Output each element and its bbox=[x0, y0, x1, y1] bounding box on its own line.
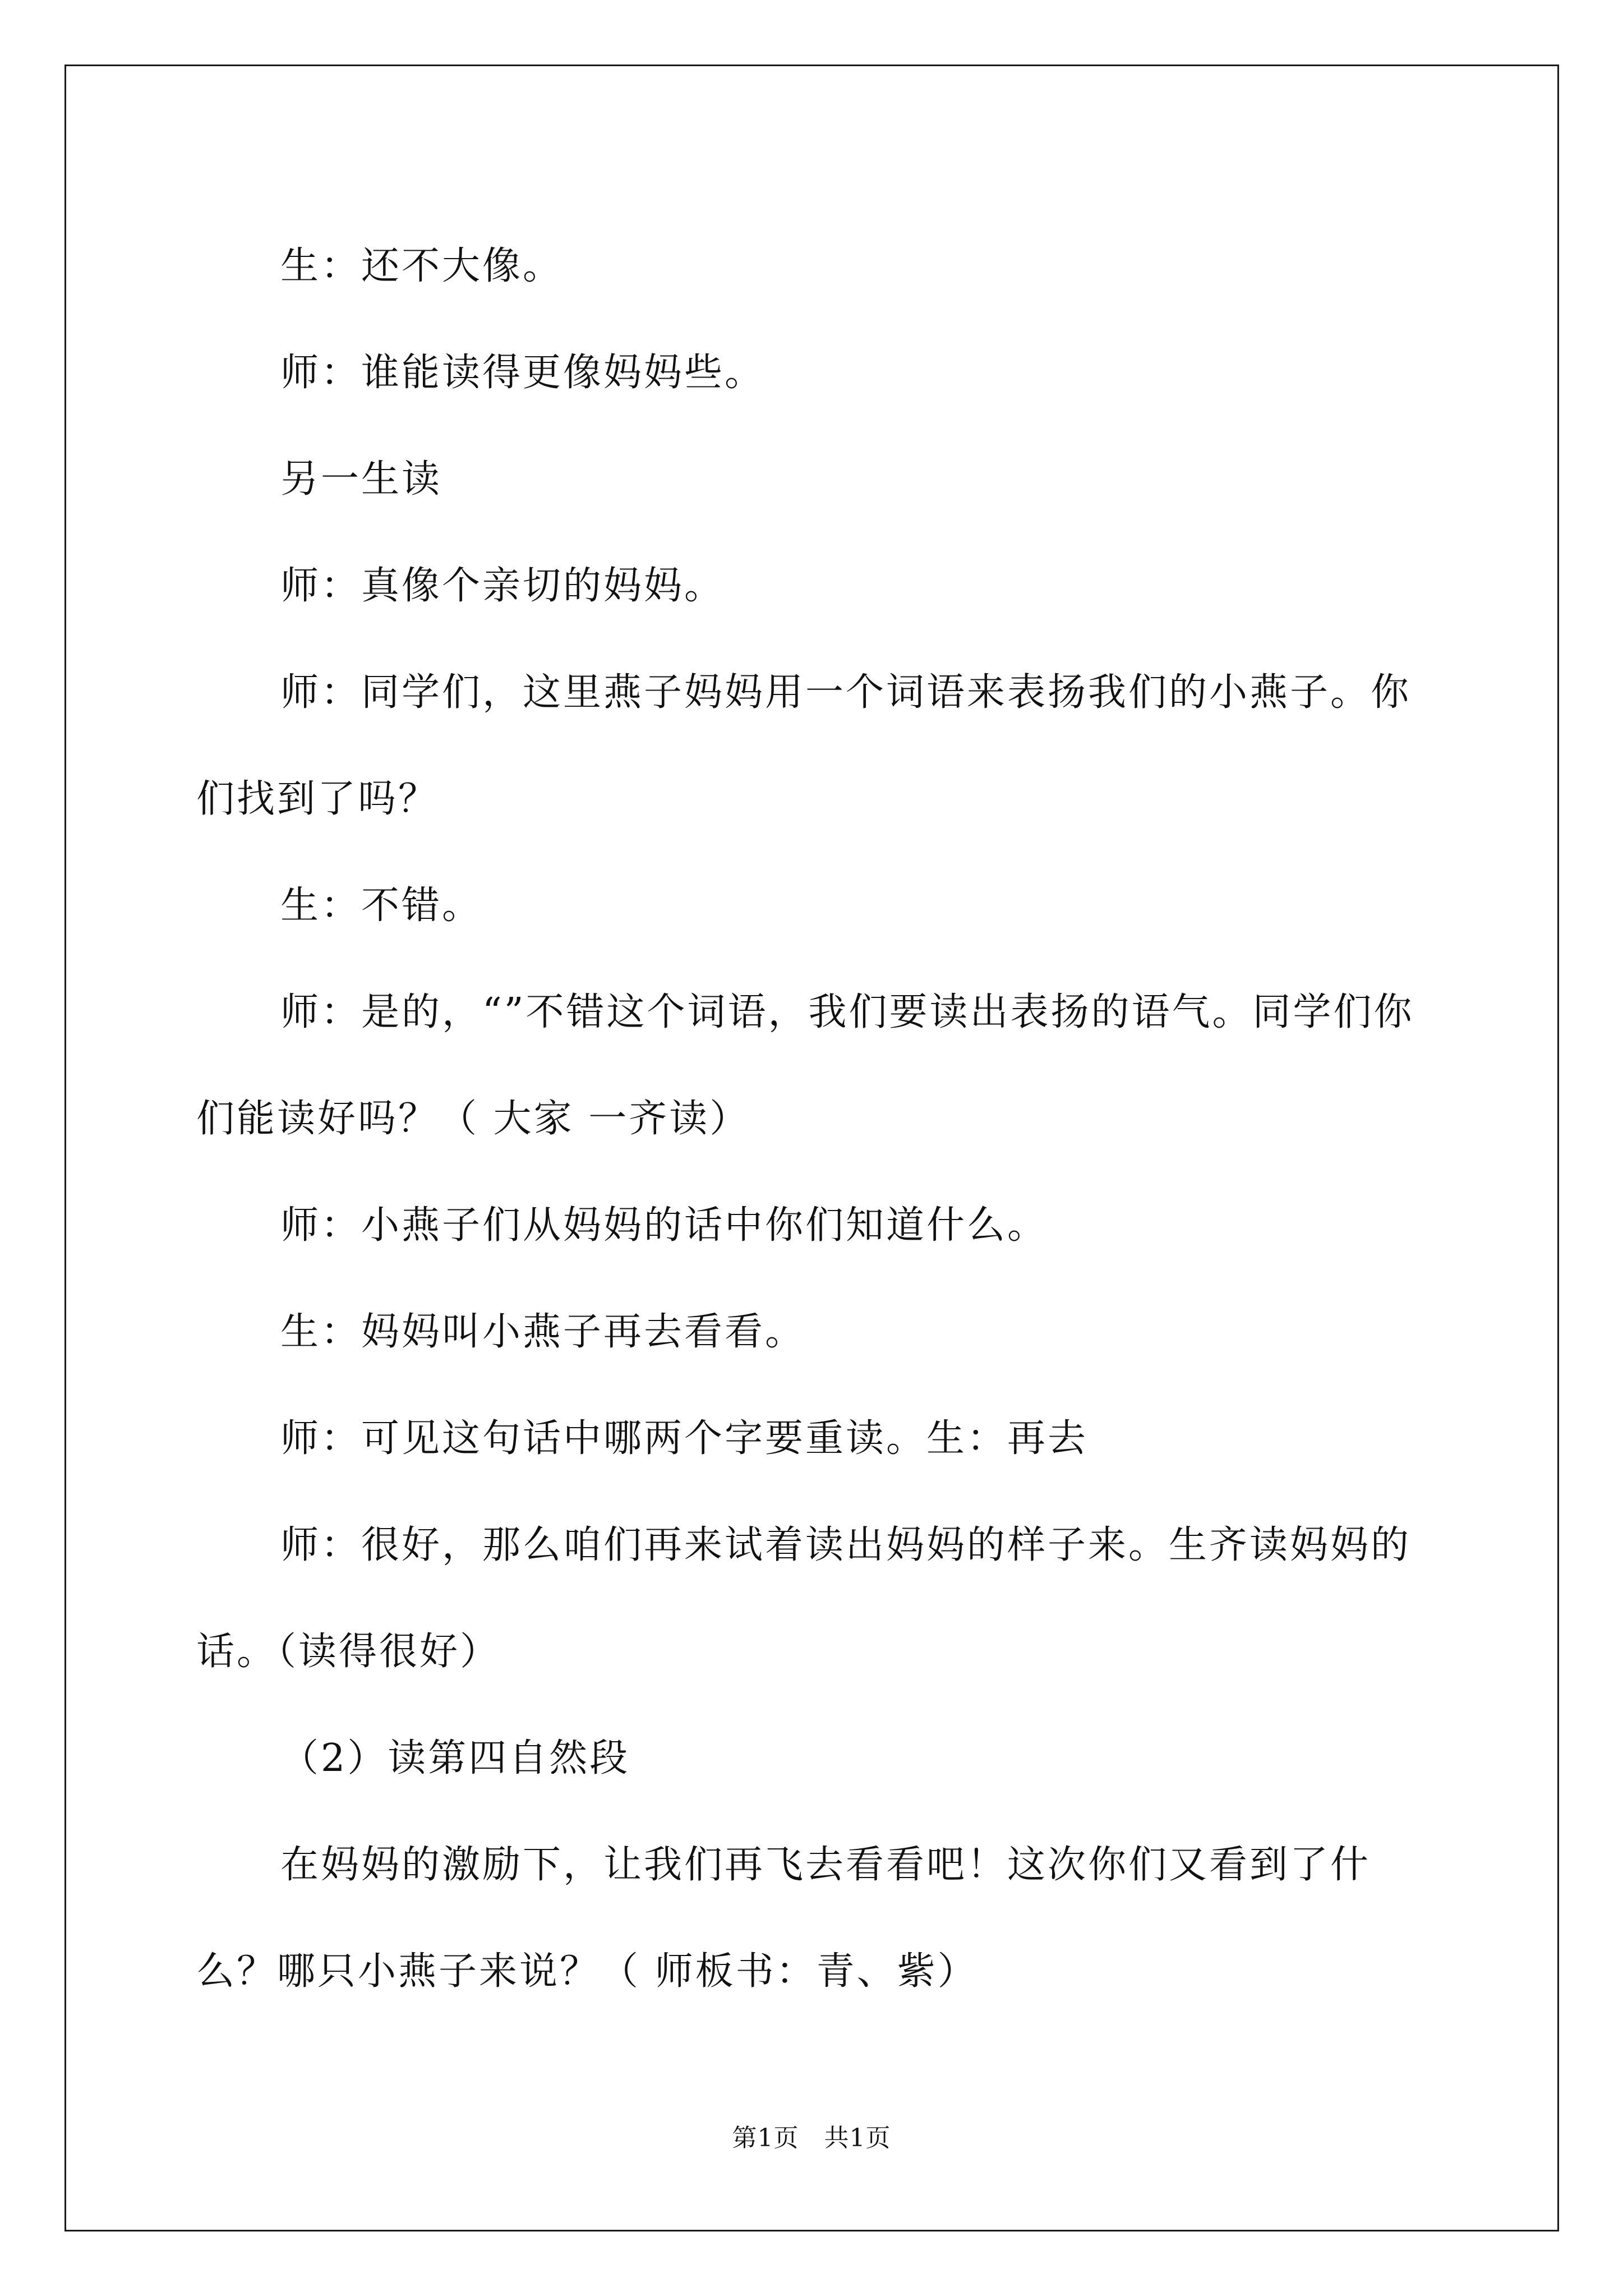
paragraph: 生：妈妈叫小燕子再去看看。 bbox=[280, 1310, 806, 1354]
paragraph: 师：小燕子们从妈妈的话中你们知道什么。 bbox=[280, 1203, 1048, 1248]
paragraph: 师：真像个亲切的妈妈。 bbox=[280, 564, 725, 608]
paragraph: （2）读第四自然段 bbox=[280, 1736, 630, 1780]
paragraph: 另一生读 bbox=[280, 457, 442, 501]
paragraph: 师：是的，“”不错这个词语，我们要读出表扬的语气。同学们你们能读好吗？（ 大家 一齐读） bbox=[196, 990, 1414, 1141]
paragraph: 师：可见这句话中哪两个字要重读。生：再去 bbox=[280, 1416, 1089, 1461]
paragraph: 师：很好，那么咱们再来试着读出妈妈的样子来。生齐读妈妈的话。（读得很好） bbox=[196, 1523, 1412, 1674]
paragraph: 师：谁能读得更像妈妈些。 bbox=[280, 351, 766, 395]
paragraph: 生：不错。 bbox=[280, 884, 483, 928]
document-body bbox=[196, 213, 1433, 2025]
paragraph: 师：同学们，这里燕子妈妈用一个词语来表扬我们的小燕子。你们找到了吗？ bbox=[196, 670, 1412, 821]
page-footer: 第1页 共1页 bbox=[732, 2124, 891, 2152]
paragraph: 在妈妈的激励下，让我们再飞去看看吧！这次你们又看到了什么？哪只小燕子来说？（ 师板书：青、紫） bbox=[196, 1843, 1371, 1994]
paragraph: 生：还不大像。 bbox=[280, 244, 564, 288]
